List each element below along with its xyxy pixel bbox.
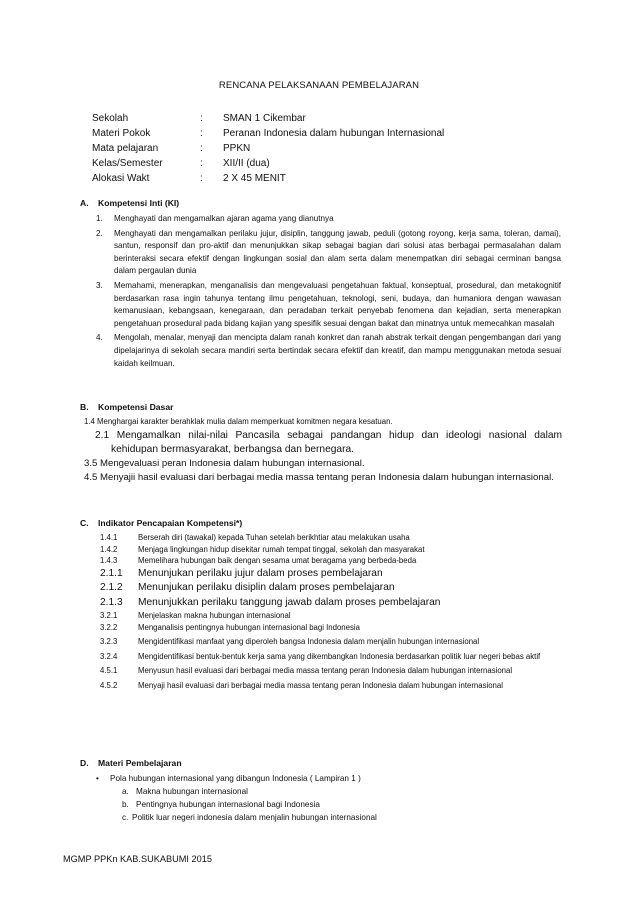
list-item — [100, 680, 563, 692]
section-c-heading — [80, 518, 242, 528]
section-letter: B. — [80, 402, 89, 412]
identity-colon: : — [200, 143, 203, 154]
sub-item — [96, 785, 556, 798]
identity-colon: : — [200, 113, 203, 124]
section-title: Kompetensi Dasar — [98, 402, 174, 412]
identity-row — [92, 141, 444, 156]
identity-colon: : — [200, 158, 203, 169]
list-item: 4.5 Menyajii hasil evaluasi dari berbagai media massa tentang peran Indonesia dalam hubungan internasional. — [84, 472, 554, 484]
item-number: c. — [122, 813, 129, 822]
section-title: Indikator Pencapaian Kompetensi*) — [98, 518, 243, 528]
item-number: 4.5.2 — [100, 680, 118, 690]
identity-label: Kelas/Semester — [92, 158, 163, 169]
identity-colon: : — [200, 173, 203, 184]
list-item — [96, 280, 561, 330]
list-item — [100, 581, 563, 595]
identity-label: Mata pelajaran — [92, 143, 159, 154]
item-text: Menjelaskan makna hubungan internasional — [138, 611, 291, 620]
item-text: Menyaji hasil evaluasi dari berbagai media massa tentang peran Indonesia dalam hubungan internasional — [138, 680, 503, 690]
indicator-list — [100, 532, 563, 692]
item-number: 1.4.1 — [100, 533, 118, 542]
materi-list — [96, 772, 556, 824]
list-item — [96, 332, 561, 370]
item-text: Menunjukan perilaku jujur dalam proses pembelajaran — [138, 567, 383, 579]
list-item — [100, 651, 563, 663]
list-item — [96, 213, 561, 226]
list-item — [96, 772, 556, 785]
item-number: 2.1.2 — [100, 582, 123, 594]
section-letter: A. — [80, 198, 89, 208]
identity-value: XII/II (dua) — [223, 158, 270, 169]
item-text: 2.1 Mengamalkan nilai-nilai Pancasila sebagai pandangan hidup dan ideologi nasional dalam kehidupan bermasyarakat, berbangsa dan bernegara. — [95, 429, 562, 455]
item-number: 3.2.1 — [100, 611, 118, 620]
item-number: 2.1.1 — [100, 567, 123, 579]
item-text: Berserah diri (tawakal) kepada Tuhan setelah berikhtiar atau melakukan usaha — [138, 533, 410, 542]
list-item — [100, 596, 563, 610]
identity-table — [92, 111, 444, 186]
identity-label: Materi Pokok — [92, 128, 151, 139]
list-item — [82, 429, 562, 458]
identity-label: Sekolah — [92, 113, 129, 124]
sub-item — [96, 798, 556, 811]
identity-value: 2 X 45 MENIT — [223, 173, 286, 184]
item-number: 1.4.3 — [100, 556, 118, 566]
item-number: 1.4.2 — [100, 544, 118, 554]
list-item: 3.5 Mengevaluasi peran Indonesia dalam hubungan internasional. — [84, 458, 365, 470]
item-text: Politik luar negeri indonesia dalam menjalin hubungan internasional — [132, 813, 377, 822]
item-text: Makna hubungan internasional — [136, 787, 248, 796]
item-text: Menghayati dan mengamalkan ajaran agama yang dianutnya — [114, 214, 334, 223]
item-text: Mengidentifikasi manfaat yang diperoleh bangsa Indonesia dalam menjalin hubungan internasional — [138, 637, 480, 647]
item-text: Menunjukkan perilaku tanggung jawab dalam proses pembelajaran — [138, 596, 441, 608]
identity-value: SMAN 1 Cikembar — [223, 113, 306, 124]
item-text: Memahami, menerapkan, menganalisis dan mengevaluasi pengetahuan faktual, konseptual, prosedural, dan metakognitif berdasarkan rasa ingin tahunya tentang ilmu pengetahuan, teknologi, seni, budaya, dan humaniora dengan wawasan kemanusiaan, kebangsaan, kenegaraan, dan peradaban terkait penyebab fenomena dan kejadian, serta menerapkan pengetahuan prosedural pada bidang kajian yang spesifik sesuai dengan bakat dan minatnya untuk memecahkan masalah — [114, 280, 561, 328]
list-item — [100, 665, 563, 677]
list-item — [100, 555, 563, 567]
list-item: 1.4 Menghargai karakter berahklak mulia dalam memperkuat komitmen negara kesatuan. — [84, 417, 393, 426]
identity-value: Peranan Indonesia dalam hubungan Internasional — [223, 128, 445, 139]
item-number: 3.2.4 — [100, 651, 118, 661]
item-number: 4.5.1 — [100, 666, 118, 676]
ki-list — [96, 213, 561, 370]
identity-row — [92, 156, 444, 171]
section-b-heading — [80, 402, 173, 412]
section-letter: C. — [80, 518, 89, 528]
item-text: Memelihara hubungan baik dengan sesama umat beragama yang berbeda-beda — [138, 556, 417, 566]
section-title: Kompetensi Inti (KI) — [98, 198, 180, 208]
page-title: RENCANA PELAKSANAAN PEMBELAJARAN — [218, 80, 420, 91]
item-number: a. — [122, 787, 129, 796]
list-item — [100, 622, 563, 634]
item-text: Menghayati dan mengamalkan perilaku jujur, disiplin, tanggung jawab, peduli (gotong royong, kerja sama, toleran, damai), santun, responsif dan pro-aktif dan menunjukkan sikap sebagai bagian dari solusi atas berbagai permasalahan dalam berinteraksi secara efektif dengan lingkungan sosial dan alam serta dalam menempatkan diri sebagai cerminan bangsa dalam pergaulan dunia — [114, 228, 561, 276]
list-item — [100, 544, 563, 556]
item-text: Menganalisis pentingnya hubungan internasional bagi Indonesia — [138, 622, 360, 632]
item-number: 2.1.3 — [100, 596, 123, 608]
item-number: 3.2.2 — [100, 622, 118, 632]
item-number: 3.2.3 — [100, 637, 118, 647]
item-number: 1. — [96, 214, 103, 223]
item-text: Menjaga lingkungan hidup disekitar rumah tempat tinggal, sekolah dan masyarakat — [138, 544, 425, 554]
identity-colon: : — [200, 128, 203, 139]
item-text: Mengidentifikasi bentuk-bentuk kerja sama yang dikembangkan Indonesia berdasarkan politik luar negeri bebas aktif — [138, 651, 541, 661]
identity-row — [92, 111, 444, 126]
item-number: 2. — [96, 228, 103, 238]
list-item — [100, 532, 563, 544]
list-item — [100, 567, 563, 581]
sub-item — [96, 811, 556, 824]
item-text: Pentingnya hubungan internasional bagi Indonesia — [136, 800, 320, 809]
item-text: Menunjukan perilaku disiplin dalam proses pembelajaran — [138, 582, 395, 594]
section-letter: D. — [80, 758, 89, 768]
bullet-icon: • — [96, 774, 99, 783]
section-d-heading — [80, 758, 182, 768]
item-number: 4. — [96, 333, 103, 343]
item-text: Pola hubungan internasional yang dibangun Indonesia ( Lampiran 1 ) — [110, 774, 361, 783]
identity-label: Alokasi Wakt — [92, 173, 150, 184]
identity-value: PPKN — [223, 143, 251, 154]
list-item — [100, 636, 563, 648]
identity-row — [92, 126, 444, 141]
section-a-heading — [80, 198, 179, 208]
section-title: Materi Pembelajaran — [98, 758, 182, 768]
kd-list — [82, 416, 562, 485]
item-number: 3. — [96, 280, 103, 290]
item-text: Menyusun hasil evaluasi dari berbagai media massa tentang peran Indonesia dalam hubungan internasional — [138, 666, 513, 676]
list-item — [96, 228, 561, 278]
list-item — [100, 610, 563, 622]
identity-row — [92, 171, 444, 186]
item-number: b. — [122, 800, 129, 809]
item-text: Mengolah, menalar, menyaji dan mencipta dalam ranah konkret dan ranah abstrak terkait dengan pengembangan dari yang dipelajarinya di sekolah secara mandiri serta bertindak secara efektif dan kreatif, dan mampu menggunakan metoda sesuai kaidah keilmuan. — [114, 333, 561, 368]
page-footer: MGMP PPKn KAB.SUKABUMI 2015 — [63, 854, 212, 864]
